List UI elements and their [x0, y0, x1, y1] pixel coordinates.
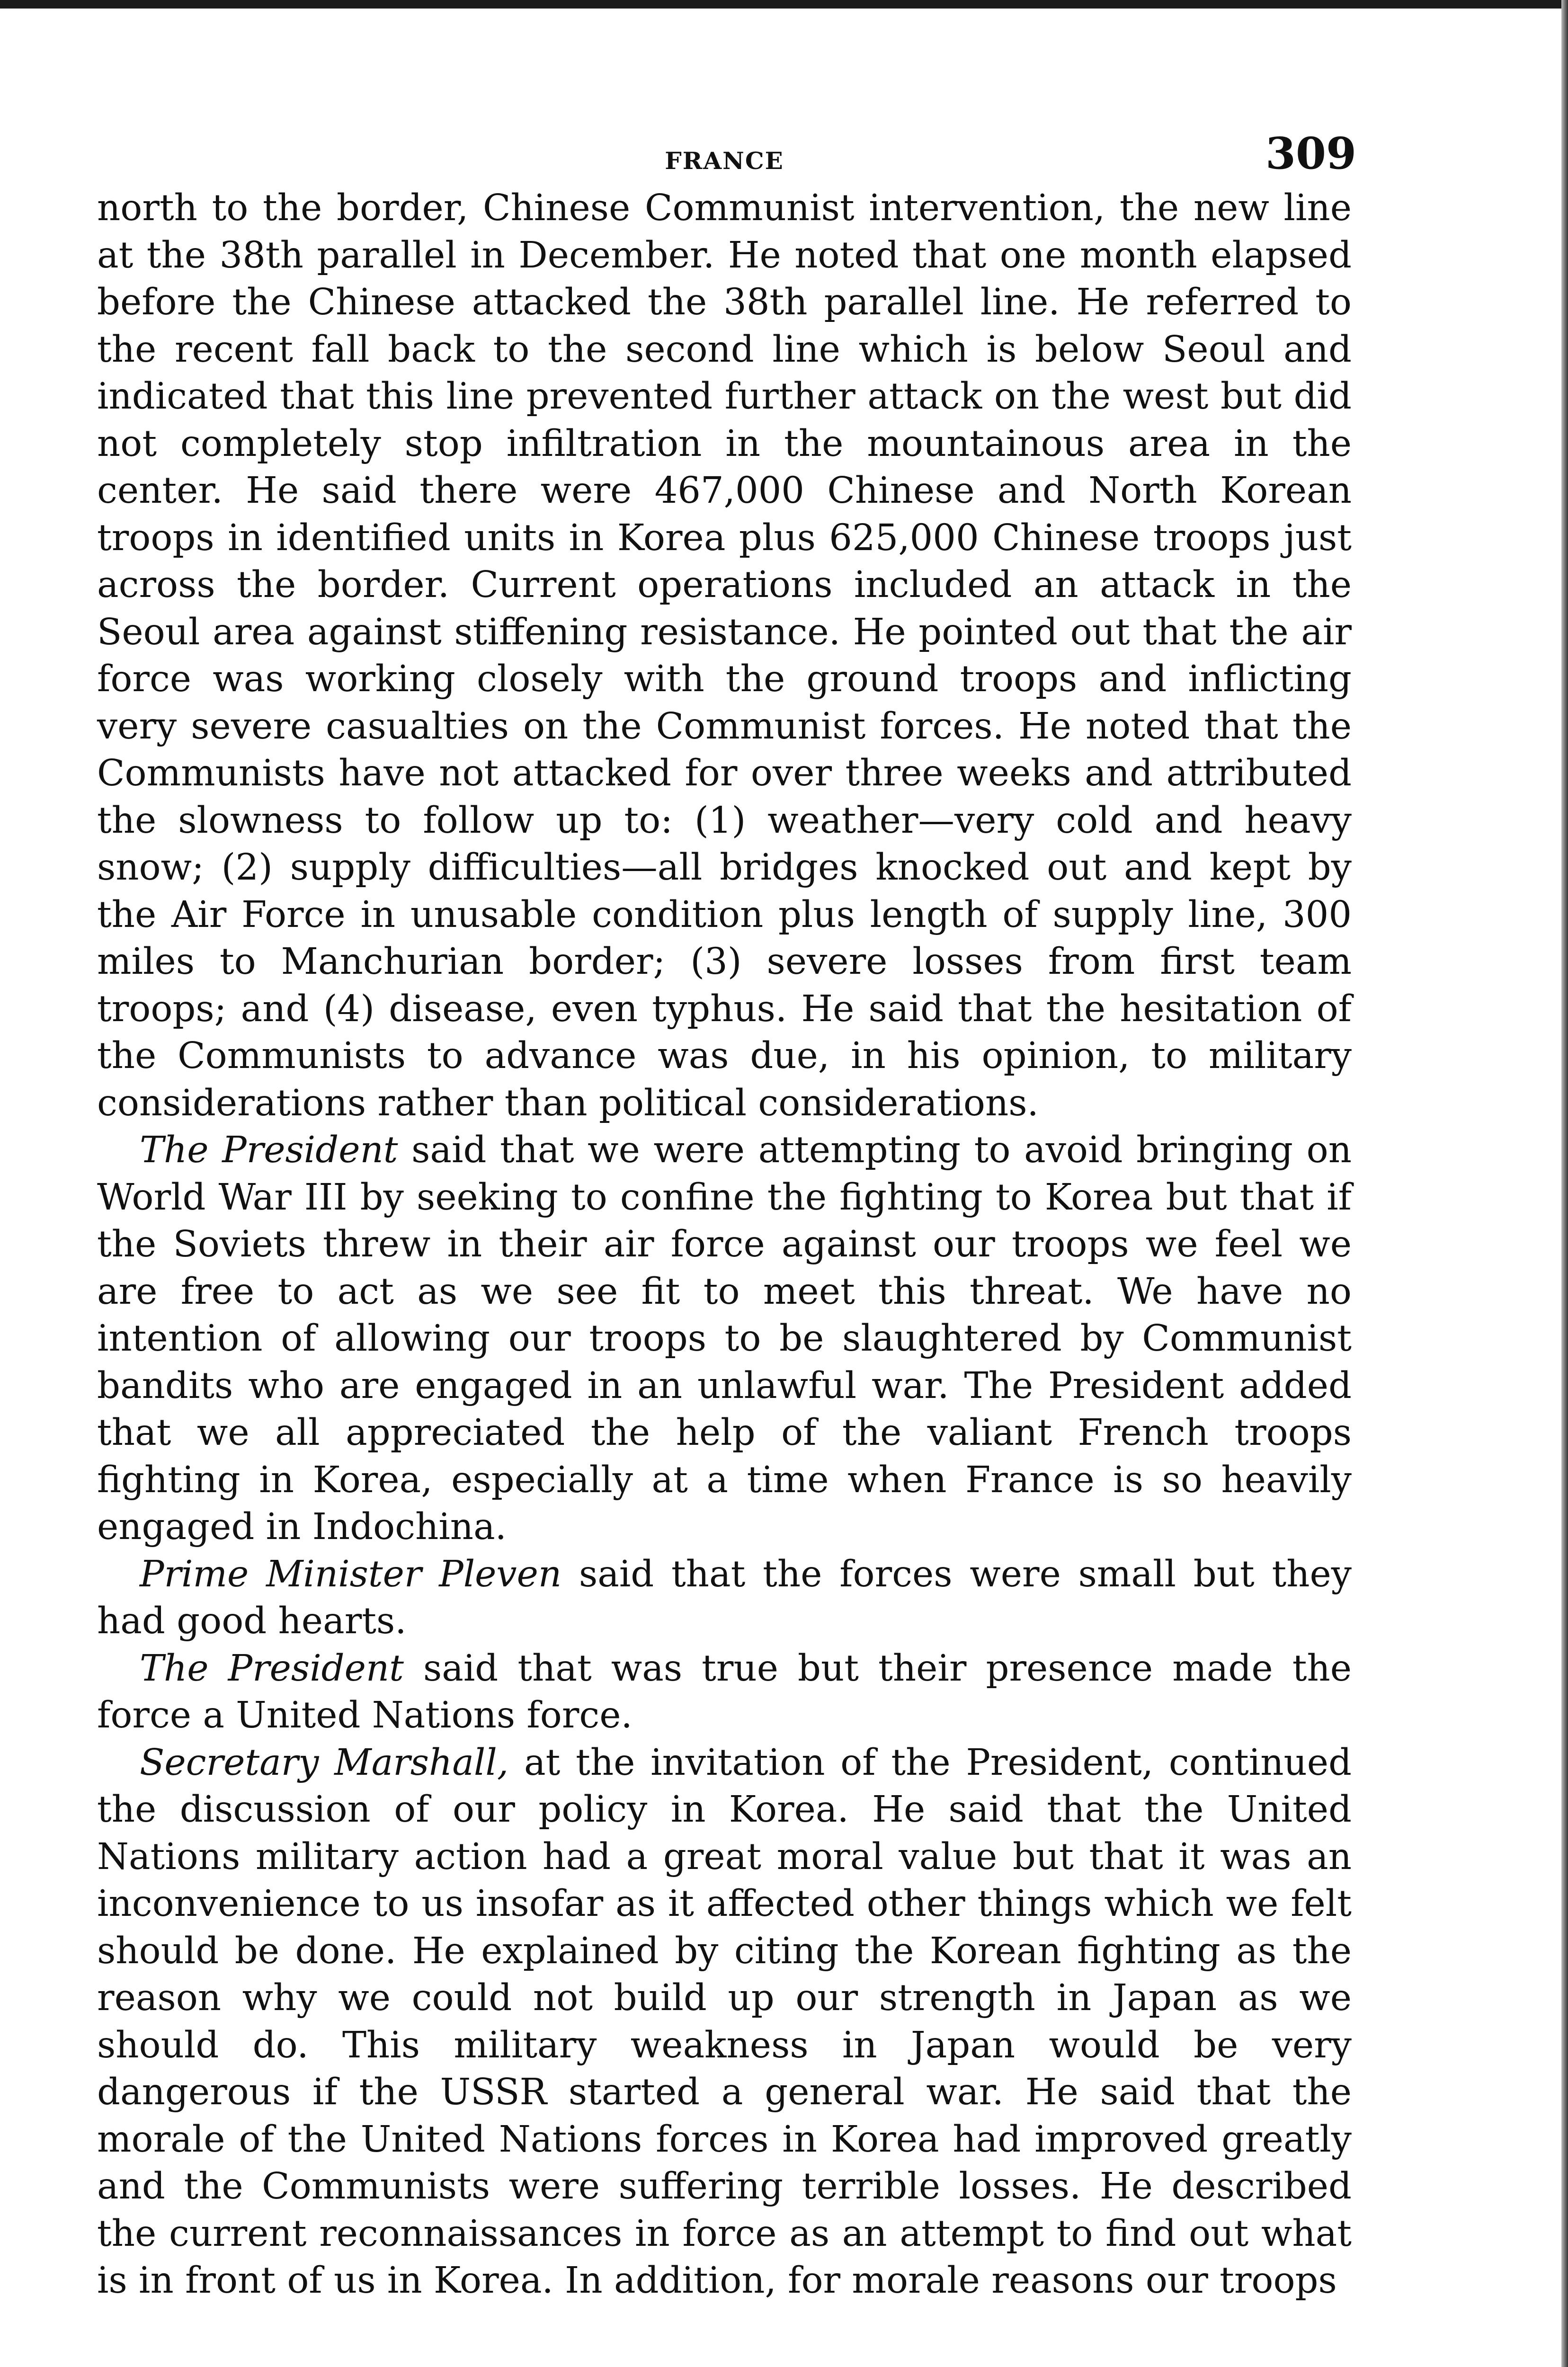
running-title: FRANCE: [665, 147, 784, 175]
scan-edge-top: [0, 0, 1568, 9]
paragraph-1-text: north to the border, Chinese Communist intervention, the new line at the 38th parallel in December. He noted that one month elapsed before the Chinese attacked the 38th parallel line. He referred to the recent fall back to the second line which is below Seoul and indicated that this line prevented further attack on the west but did not completely stop infiltration in the mountainous area in the center. He said there were 467,000 Chinese and North Korean troops in identified units in Korea plus 625,000 Chinese troops just across the border. Current operations included an attack in the Seoul area against stiffening resistance. He pointed out that the air force was working closely with the ground troops and inflicting very severe casualties on the Communist forces. He noted that the Communists have not attacked for over three weeks and attributed the slowness to follow up to: (1) weather—very cold and heavy snow; (2) supply difficulties—all bridges knocked out and kept by the Air Force in unusable condition plus length of supply line, 300 miles to Manchurian border; (3) severe losses from first team troops; and (4) disease, even typhus. He said that the hesitation of the Communists to advance was due, in his opinion, to military considerations rather than political considerations.: [97, 187, 1352, 1124]
paragraph-3-speaker: Prime Minister Pleven: [140, 1553, 562, 1595]
paragraph-5-speaker: Secretary Marshall,: [140, 1741, 509, 1784]
paragraph-2-text: said that we were attempting to avoid bringing on World War III by seeking to confine the fighting to Korea but that if the Soviets threw in their air force against our troops we feel we are free to act as we see fit to meet this threat. We have no intention of allowing our troops to be slaughtered by Communist bandits who are engaged in an unlawful war. The President added that we all appreciated the help of the valiant French troops fighting in Korea, especially at a time when France is so heavily engaged in Indochina.: [97, 1129, 1352, 1548]
paragraph-1: [97, 185, 1352, 1127]
page-number: 309: [1265, 128, 1356, 179]
paragraph-5: [97, 1739, 1352, 2305]
paragraph-4-text: said that was true but their presence made the force a United Nations force.: [97, 1647, 1352, 1736]
paragraph-2: [97, 1127, 1352, 1551]
running-head: [97, 118, 1356, 180]
paragraph-3-text: said that the forces were small but they had good hearts.: [97, 1553, 1352, 1642]
paragraph-4: [97, 1645, 1352, 1739]
body-text: [97, 185, 1352, 2305]
paragraph-2-speaker: The President: [140, 1129, 398, 1171]
paragraph-3: [97, 1551, 1352, 1645]
paragraph-5-text: at the invitation of the President, continued the discussion of our policy in Korea. He said that the United Nations military action had a great moral value but that it was an inconvenience to us insofar as it affected other things which we felt should be done. He explained by citing the Korean fighting as the reason why we could not build up our strength in Japan as we should do. This military weakness in Japan would be very dangerous if the USSR started a general war. He said that the morale of the United Nations forces in Korea had improved greatly and the Communists were suffering terrible losses. He described the current reconnaissances in force as an attempt to find out what is in front of us in Korea. In addition, for morale reasons our troops: [97, 1741, 1352, 2302]
paragraph-4-speaker: The President: [140, 1647, 404, 1690]
document-page: [97, 118, 1356, 2305]
scan-edge-right: [1561, 0, 1568, 2367]
